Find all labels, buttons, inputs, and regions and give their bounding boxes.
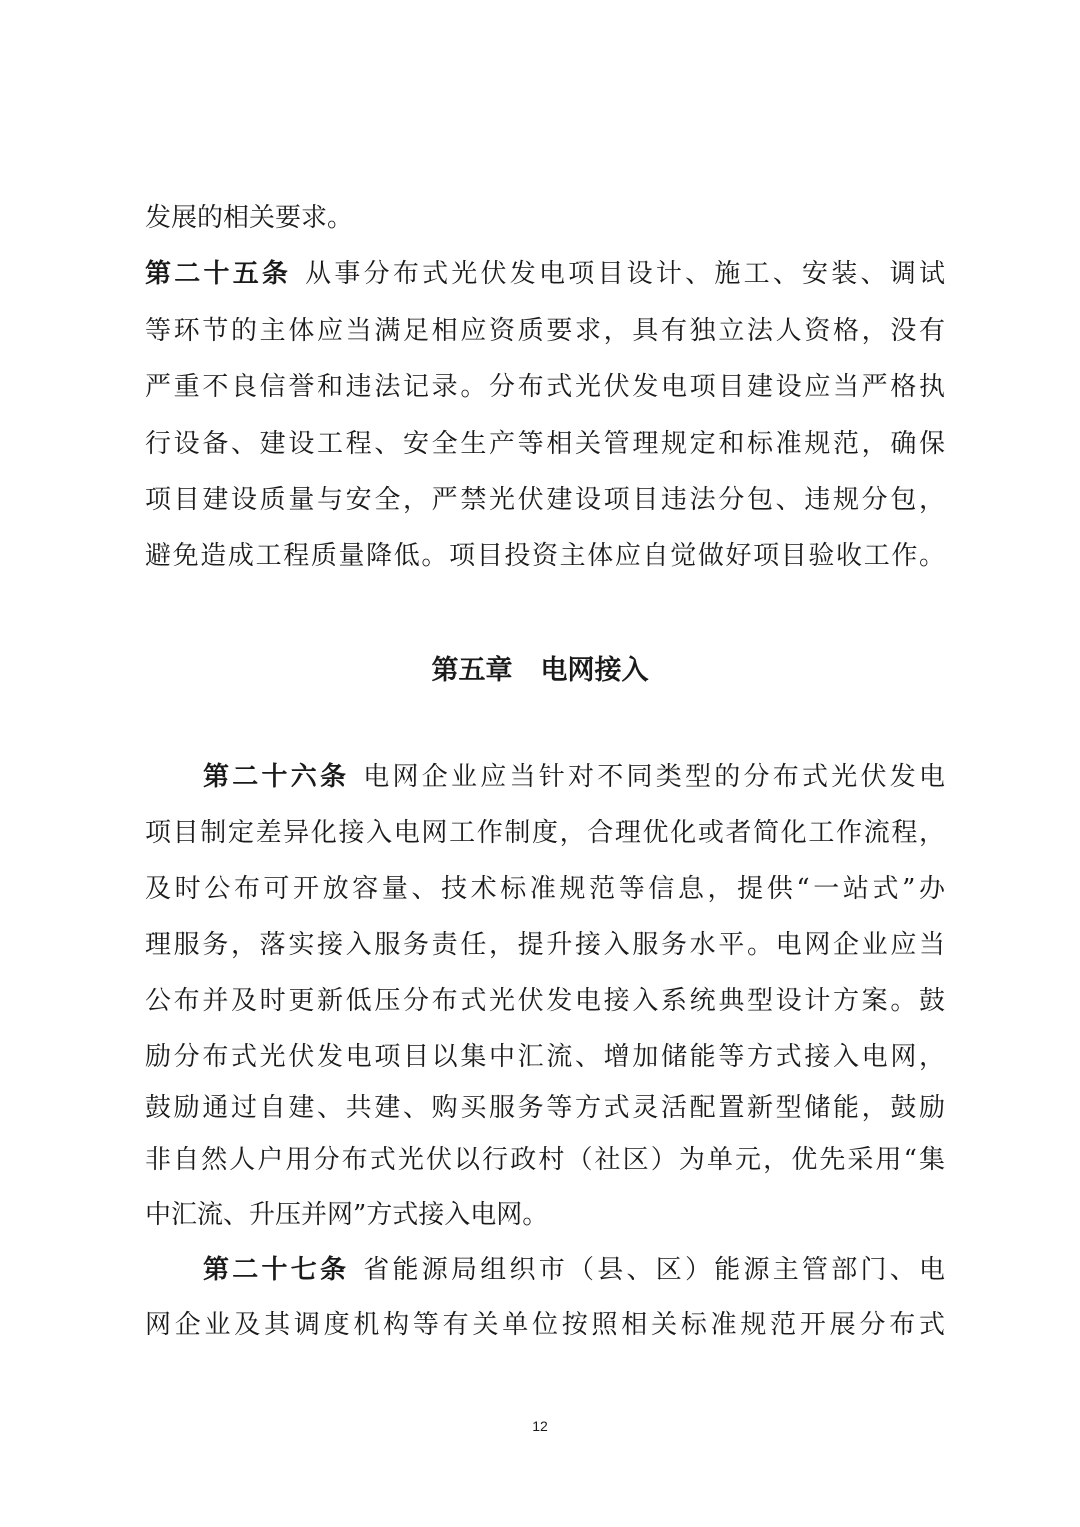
paragraph-line: 等环节的主体应当满足相应资质要求，具有独立法人资格，没有 [145, 316, 945, 346]
article-title: 第二十六条 [203, 762, 350, 792]
article-26-first-line [203, 757, 945, 797]
paragraph-line: 电网企业应当针对不同类型的分布式光伏发电 [363, 762, 945, 792]
paragraph-line: 避免造成工程质量降低。项目投资主体应自觉做好项目验收工作。 [145, 541, 945, 571]
page-number: 12 [532, 1418, 548, 1434]
paragraph-line: 及时公布可开放容量、技术标准规范等信息，提供“一站式”办 [145, 874, 945, 904]
article-25-first-line [145, 254, 945, 294]
paragraph-line: 鼓励通过自建、共建、购买服务等方式灵活配置新型储能，鼓励 [145, 1093, 945, 1123]
article-title: 第二十五条 [145, 259, 292, 289]
paragraph-line: 非自然人户用分布式光伏以行政村（社区）为单元，优先采用“集 [145, 1145, 945, 1175]
chapter-heading [0, 648, 1080, 687]
paragraph-line: 行设备、建设工程、安全生产等相关管理规定和标准规范，确保 [145, 429, 945, 459]
chapter-title: 电网接入 [540, 655, 649, 686]
paragraph-line: 理服务，落实接入服务责任，提升接入服务水平。电网企业应当 [145, 930, 945, 960]
paragraph-line: 公布并及时更新低压分布式光伏发电接入系统典型设计方案。鼓 [145, 986, 945, 1016]
paragraph-line: 严重不良信誉和违法记录。分布式光伏发电项目建设应当严格执 [145, 372, 945, 402]
paragraph-line: 发展的相关要求。 [145, 203, 354, 233]
paragraph-line: 项目制定差异化接入电网工作制度，合理优化或者简化工作流程， [145, 818, 945, 848]
article-title: 第二十七条 [203, 1255, 350, 1285]
paragraph-line: 从事分布式光伏发电项目设计、施工、安装、调试 [305, 259, 945, 289]
article-27-first-line [203, 1250, 945, 1290]
chapter-number: 第五章 [431, 655, 513, 686]
paragraph-line: 项目建设质量与安全，严禁光伏建设项目违法分包、违规分包， [145, 485, 945, 515]
paragraph-line: 励分布式光伏发电项目以集中汇流、增加储能等方式接入电网， [145, 1042, 945, 1072]
paragraph-line: 中汇流、升压并网”方式接入电网。 [145, 1200, 549, 1230]
paragraph-line: 省能源局组织市（县、区）能源主管部门、电 [363, 1255, 945, 1285]
paragraph-line: 网企业及其调度机构等有关单位按照相关标准规范开展分布式 [145, 1310, 945, 1340]
